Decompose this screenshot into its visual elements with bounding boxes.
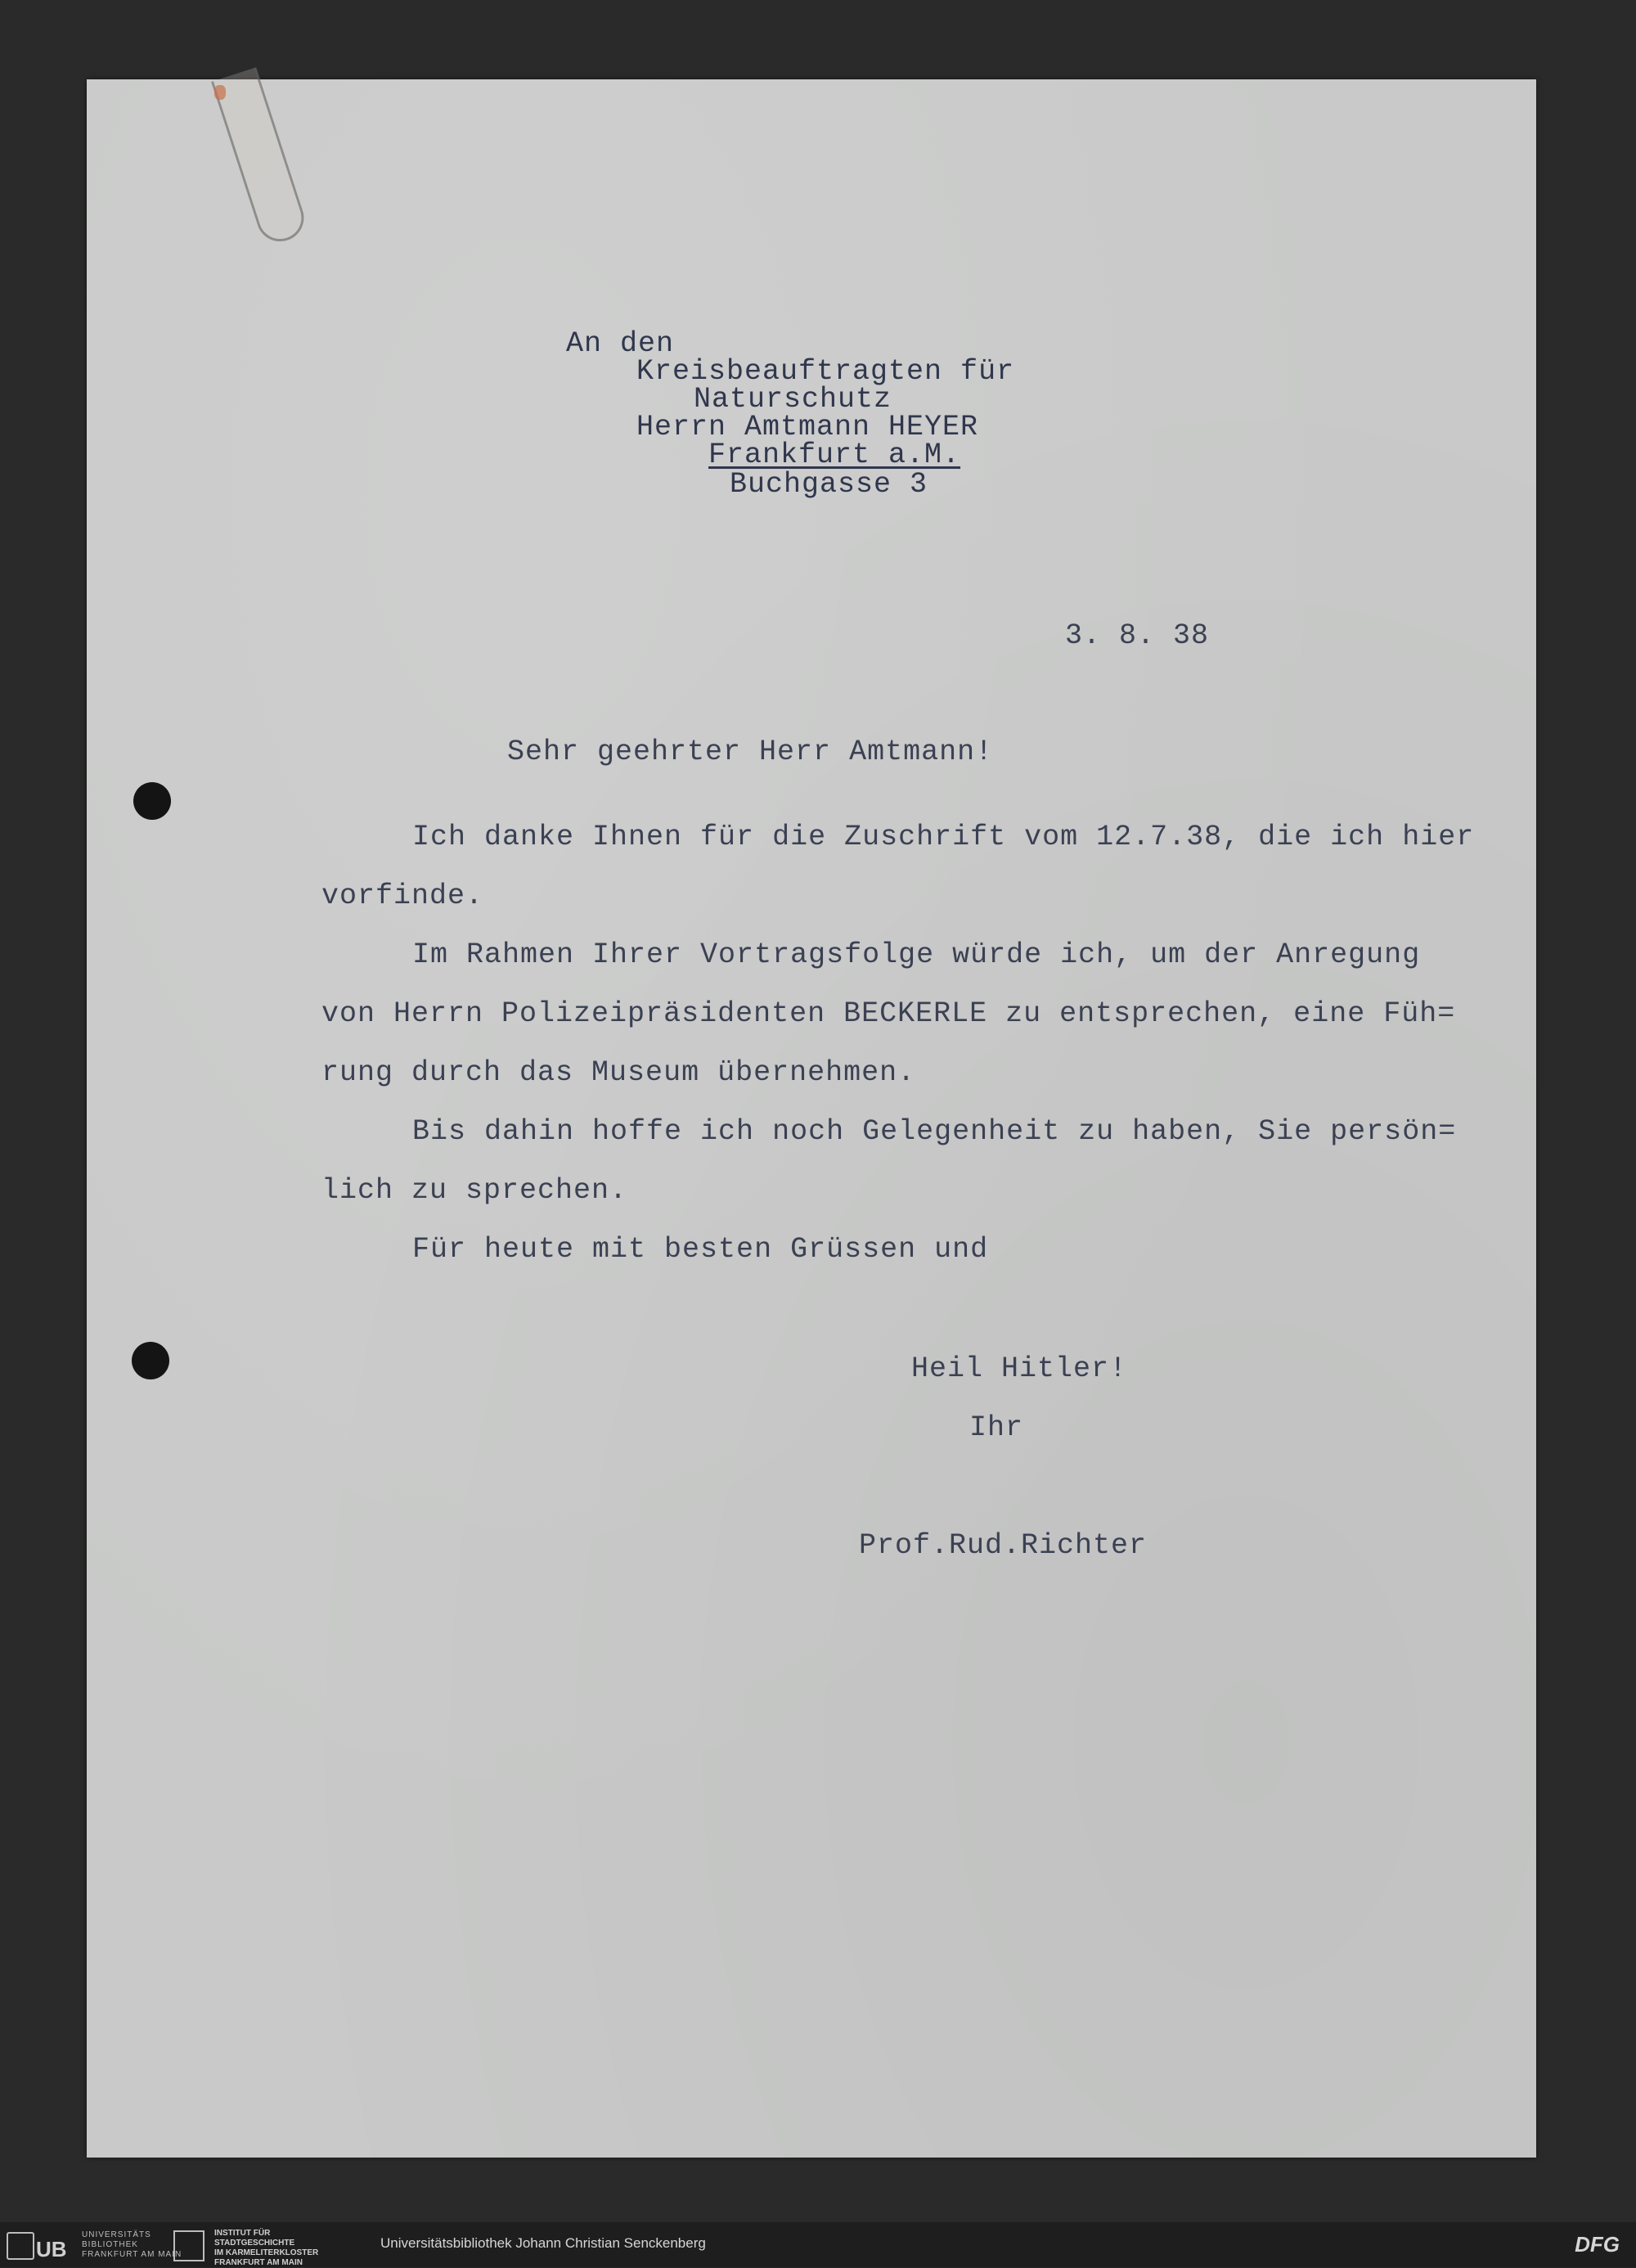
body-line-6: Bis dahin hoffe ich noch Gelegenheit zu haben, Sie persön=: [412, 1115, 1457, 1148]
body-line-1: Ich danke Ihnen für die Zuschrift vom 12.7.38, die ich hier: [412, 821, 1475, 853]
salutation: Sehr geehrter Herr Amtmann!: [507, 736, 994, 768]
address-line-3: Naturschutz: [694, 383, 892, 416]
isg-logo-icon: [173, 2230, 204, 2261]
body-line-3: Im Rahmen Ihrer Vortragsfolge würde ich, um der Anregung: [412, 938, 1421, 971]
body-line-4: von Herrn Polizeipräsidenten BECKERLE zu entsprechen, eine Füh=: [321, 997, 1456, 1030]
punch-hole-bottom: [132, 1342, 169, 1379]
body-line-7: lich zu sprechen.: [321, 1174, 628, 1207]
body-line-8: Für heute mit besten Grüssen und: [412, 1233, 989, 1266]
address-line-2: Kreisbeauftragten für: [636, 355, 1015, 388]
ub-logo-text: UB: [36, 2237, 67, 2261]
library-name: Universitätsbibliothek Johann Christian Senckenberg: [380, 2235, 706, 2251]
address-line-6: Buchgasse 3: [730, 468, 928, 501]
isg-name: INSTITUT FÜR STADTGESCHICHTE IM KARMELITERKLOSTER FRANKFURT AM MAIN: [214, 2229, 319, 2267]
ub-name: UNIVERSITÄTS BIBLIOTHEK FRANKFURT AM MAIN: [82, 2230, 182, 2259]
dfg-logo: DFG: [1575, 2232, 1620, 2257]
footer-bar: [0, 2222, 1636, 2267]
signature: Prof.Rud.Richter: [859, 1529, 1148, 1562]
tape-stain: [214, 85, 226, 100]
address-line-1: An den: [566, 327, 675, 360]
body-line-2: vorfinde.: [321, 880, 484, 912]
body-line-5: rung durch das Museum übernehmen.: [321, 1056, 916, 1089]
letter-date: 3. 8. 38: [1065, 619, 1210, 652]
punch-hole-top: [133, 782, 171, 820]
closing: Heil Hitler!: [911, 1352, 1128, 1385]
address-line-4: Herrn Amtmann HEYER: [636, 411, 979, 443]
closing-ihr: Ihr: [969, 1411, 1024, 1444]
address-line-5: Frankfurt a.M.: [708, 439, 961, 471]
ub-logo-icon: [7, 2232, 34, 2260]
